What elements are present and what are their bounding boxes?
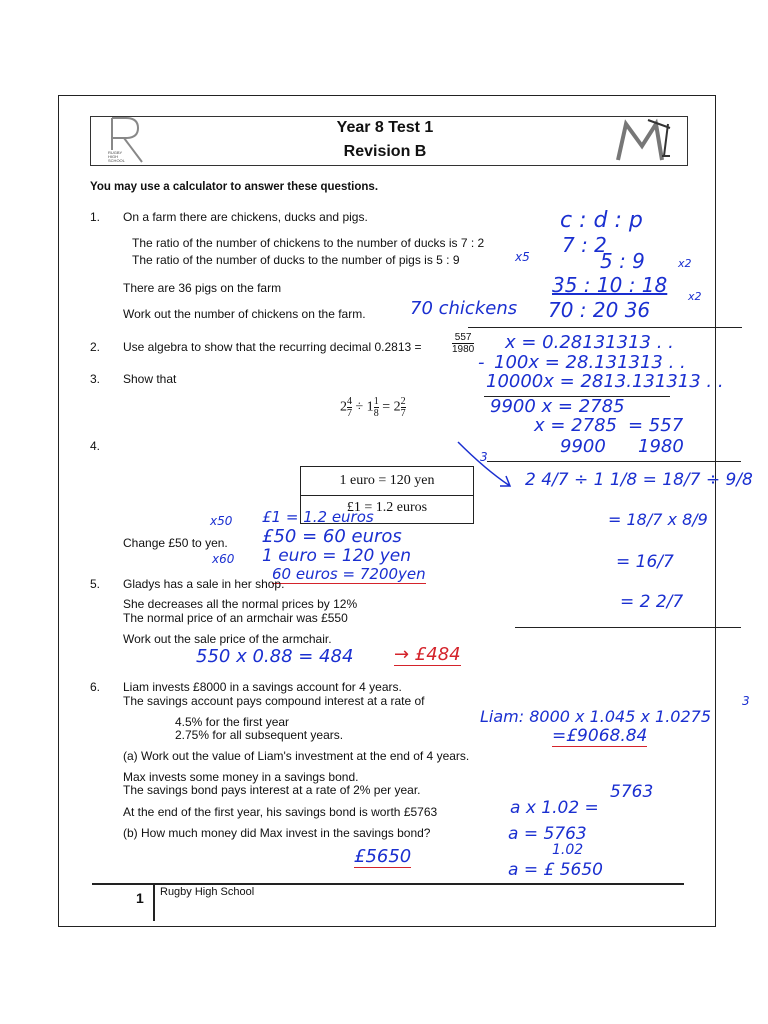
q4-task: Change £50 to yen. <box>123 536 228 550</box>
q1-work-x5: x5 <box>515 250 530 264</box>
q1-work-header: c : d : p <box>560 208 643 233</box>
q3-text: Show that <box>123 372 177 386</box>
q3-expression <box>340 396 406 419</box>
q1-work-ratio1: 7 : 2 <box>562 233 607 257</box>
footer-vrule <box>153 883 155 921</box>
q5-line2: She decreases all the normal prices by 12% <box>123 597 358 611</box>
q2-work-result-den: 1980 <box>638 436 684 457</box>
q3-a-den: 7 <box>347 408 352 419</box>
q1-work-scaled: 70 : 20 36 <box>548 298 651 322</box>
q1-task: Work out the number of chickens on the farm. <box>123 307 366 321</box>
q5-line1: Gladys has a sale in her shop. <box>123 577 285 591</box>
q3-b-den: 8 <box>373 408 379 419</box>
q6-line2: The savings account pays compound interest at a rate of <box>123 694 425 708</box>
q6-work-line1: a x 1.02 = <box>510 798 599 818</box>
q6-answer-a: =£9068.84 <box>552 726 648 746</box>
q2-work-line3: 10000x = 2813.131313 . . <box>486 371 724 392</box>
rate-pound-euro: £1 = 1.2 euros <box>346 500 428 515</box>
q5-answer: → £484 <box>394 644 461 665</box>
q3-equals: = 2 <box>382 399 401 415</box>
q3-operator: ÷ 1 <box>355 399 374 415</box>
q3-whole-a: 2 <box>340 399 347 415</box>
svg-text:SCHOOL: SCHOOL <box>108 158 125 163</box>
q2-work-minus: - <box>478 352 485 373</box>
q6-rate1: 4.5% for the first year <box>175 715 290 729</box>
q3-work-line1: 2 4/7 ÷ 1 1/8 = 18/7 ÷ 9/8 <box>525 470 753 490</box>
q6-work-line3: a = £ 5650 <box>508 860 603 880</box>
q1-work-x2-bottom: x2 <box>688 290 702 303</box>
q2-work-x-den: 9900 <box>560 436 606 457</box>
q6-line7: At the end of the first year, his savings bond is worth £5763 <box>123 805 438 819</box>
q1-work-ratio2: 5 : 9 <box>600 249 645 273</box>
q1-ratio2: The ratio of the number of ducks to the number of pigs is 5 : 9 <box>132 253 460 267</box>
q6-work-cube: 3 <box>742 694 750 708</box>
q2-work-line2: 100x = 28.131313 . . <box>494 352 686 373</box>
q2-work-line1: x = 0.28131313 . . <box>505 332 674 353</box>
q1-work-combined: 35 : 10 : 18 <box>552 273 668 297</box>
page-subtitle: Revision B <box>343 143 427 160</box>
q5-line3: The normal price of an armchair was £550 <box>123 611 348 625</box>
page-number: 1 <box>136 890 144 906</box>
rate-box-divider <box>301 495 473 496</box>
school-logo <box>108 116 148 164</box>
q4-answer: 60 euros = 7200yen <box>272 565 426 583</box>
q5-line4: Work out the sale price of the armchair. <box>123 632 332 646</box>
q4-work-x50: x50 <box>210 514 233 528</box>
q6-line1: Liam invests £8000 in a savings account for 4 years. <box>123 680 402 694</box>
q6-work-line2-den: 1.02 <box>552 842 584 858</box>
q3-a-num: 4 <box>347 396 352 407</box>
q6-work-line2: a = 5763 <box>508 824 587 844</box>
q1-number: 1. <box>90 210 101 224</box>
q1-pigs: There are 36 pigs on the farm <box>123 281 282 295</box>
q1-divider <box>468 327 742 328</box>
q6-rate2: 2.75% for all subsequent years. <box>175 728 344 742</box>
q4-work-line2: £50 = 60 euros <box>262 526 402 547</box>
q3-mark: 3 <box>480 450 488 464</box>
q1-text: On a farm there are chickens, ducks and pigs. <box>123 210 368 224</box>
q3-c-num: 2 <box>400 396 406 407</box>
rate-euro-yen: 1 euro = 120 yen <box>339 473 435 488</box>
page-title: Year 8 Test 1 <box>336 119 434 136</box>
q2-fraction <box>452 332 474 355</box>
q2-number: 2. <box>90 340 101 354</box>
q4-divider <box>515 627 741 628</box>
q6-number: 6. <box>90 680 101 694</box>
q6-answer-b: £5650 <box>354 846 412 867</box>
q3-divider <box>487 461 741 462</box>
q2-frac-num: 557 <box>452 332 474 344</box>
q4-work-line3: 1 euro = 120 yen <box>262 546 412 566</box>
q6-part-a: (a) Work out the value of Liam's investment at the end of 4 years. <box>123 749 470 763</box>
q3-work-line2: = 18/7 x 8/9 <box>608 510 708 529</box>
q3-b-num: 1 <box>373 396 379 407</box>
q1-answer: 70 chickens <box>410 298 518 319</box>
q6-line6: The savings bond pays interest at a rate of 2% per year. <box>123 783 421 797</box>
q1-work-x2-top: x2 <box>678 257 692 270</box>
footer-rule <box>92 883 684 885</box>
q5-work: 550 x 0.88 = 484 <box>196 646 354 667</box>
compass-ruler-logo <box>612 116 676 164</box>
q2-work-result: = 557 <box>628 415 684 436</box>
q4-work-x60: x60 <box>212 552 235 566</box>
footer-school: Rugby High School <box>160 886 255 898</box>
q1-ratio1: The ratio of the number of chickens to the number of ducks is 7 : 2 <box>132 236 485 250</box>
svg-text:HIGH: HIGH <box>108 154 118 159</box>
q3-work-line3: = 16/7 <box>616 552 674 572</box>
intro-instruction: You may use a calculator to answer these questions. <box>90 181 379 193</box>
q2-frac-den: 1980 <box>452 344 475 355</box>
svg-text:RUGBY: RUGBY <box>108 150 123 155</box>
q6-work-value: 5763 <box>610 782 654 802</box>
q5-number: 5. <box>90 577 101 591</box>
q3-work-line4: = 2 2/7 <box>620 592 684 612</box>
q2-text: Use algebra to show that the recurring decimal 0.2813 = <box>123 340 422 354</box>
q4-work-line1: £1 = 1.2 euros <box>262 508 374 526</box>
q2-work-line4: 9900 x = 2785 <box>490 396 625 417</box>
q3-number: 3. <box>90 372 101 386</box>
q6-work-liam: Liam: 8000 x 1.045 x 1.0275 <box>480 707 712 726</box>
q4-number: 4. <box>90 439 101 453</box>
q6-part-b: (b) How much money did Max invest in the savings bond? <box>123 826 431 840</box>
q2-work-x: x = 2785 <box>534 415 617 436</box>
q6-line5: Max invests some money in a savings bond. <box>123 770 359 784</box>
q3-c-den: 7 <box>400 408 406 419</box>
